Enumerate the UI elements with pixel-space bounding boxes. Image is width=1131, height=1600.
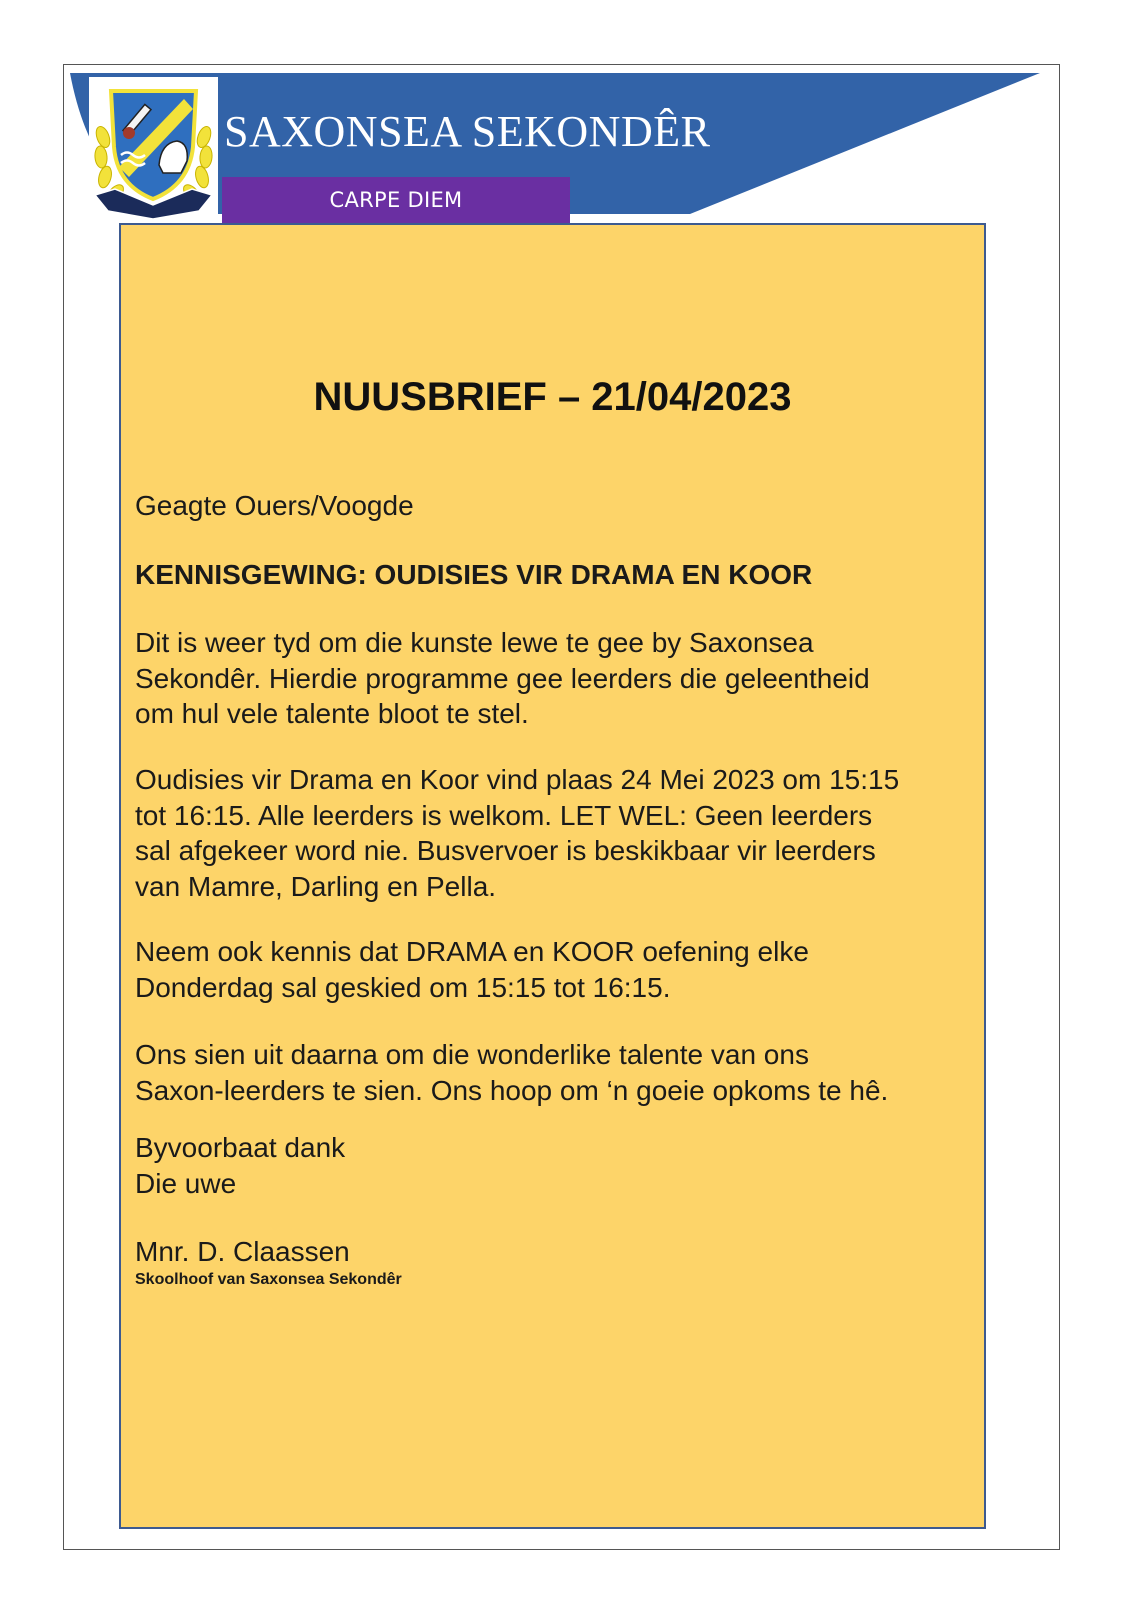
paragraph-auditions xyxy=(135,762,899,904)
text-line: Saxon-leerders te sien. Ons hoop om ‘n goeie opkoms te hê. xyxy=(135,1074,889,1106)
text-line: om hul vele talente bloot te stel. xyxy=(135,698,529,729)
text-line: Sekondêr. Hierdie programme gee leerders die geleentheid xyxy=(135,662,870,694)
motto-bar xyxy=(222,177,570,223)
signatory-name: Mnr. D. Claassen xyxy=(135,1236,350,1267)
text-line: Byvoorbaat dank xyxy=(135,1132,346,1163)
text-line: Neem ook kennis dat DRAMA en KOOR oefening elke xyxy=(135,936,809,967)
text-line: Dit is weer tyd om die kunste lewe te gee by Saxonsea xyxy=(135,627,814,658)
text-line: Oudisies vir Drama en Koor vind plaas 24 Mei 2023 om 15:15 xyxy=(135,764,900,795)
newsletter-title: NUUSBRIEF – 21/04/2023 xyxy=(313,375,792,419)
text-line: Donderdag sal geskied om 15:15 tot 16:15. xyxy=(135,971,671,1003)
text-line: Die uwe xyxy=(135,1167,237,1199)
school-crest xyxy=(89,77,218,225)
closing xyxy=(135,1130,345,1201)
text-line: Ons sien uit daarna om die wonderlike talente van ons xyxy=(135,1039,809,1070)
signatory-role: Skoolhoof van Saxonsea Sekondêr xyxy=(135,1271,402,1288)
salutation: Geagte Ouers/Voogde xyxy=(135,490,414,521)
text-line: sal afgekeer word nie. Busvervoer is beskikbaar vir leerders xyxy=(135,835,876,866)
text-line: van Mamre, Darling en Pella. xyxy=(135,870,497,902)
paragraph-practice xyxy=(135,934,809,1005)
crest-icon xyxy=(89,77,218,225)
school-name: SAXONSEA SEKONDÊR xyxy=(224,107,711,156)
text-line: tot 16:15. Alle leerders is welkom. LET WEL: Geen leerders xyxy=(135,799,873,831)
paragraph-intro xyxy=(135,625,870,732)
notice-subject: KENNISGEWING: OUDISIES VIR DRAMA EN KOOR xyxy=(135,559,813,590)
paragraph-closing-remark xyxy=(135,1037,888,1108)
motto-text: CARPE DIEM xyxy=(329,188,463,212)
